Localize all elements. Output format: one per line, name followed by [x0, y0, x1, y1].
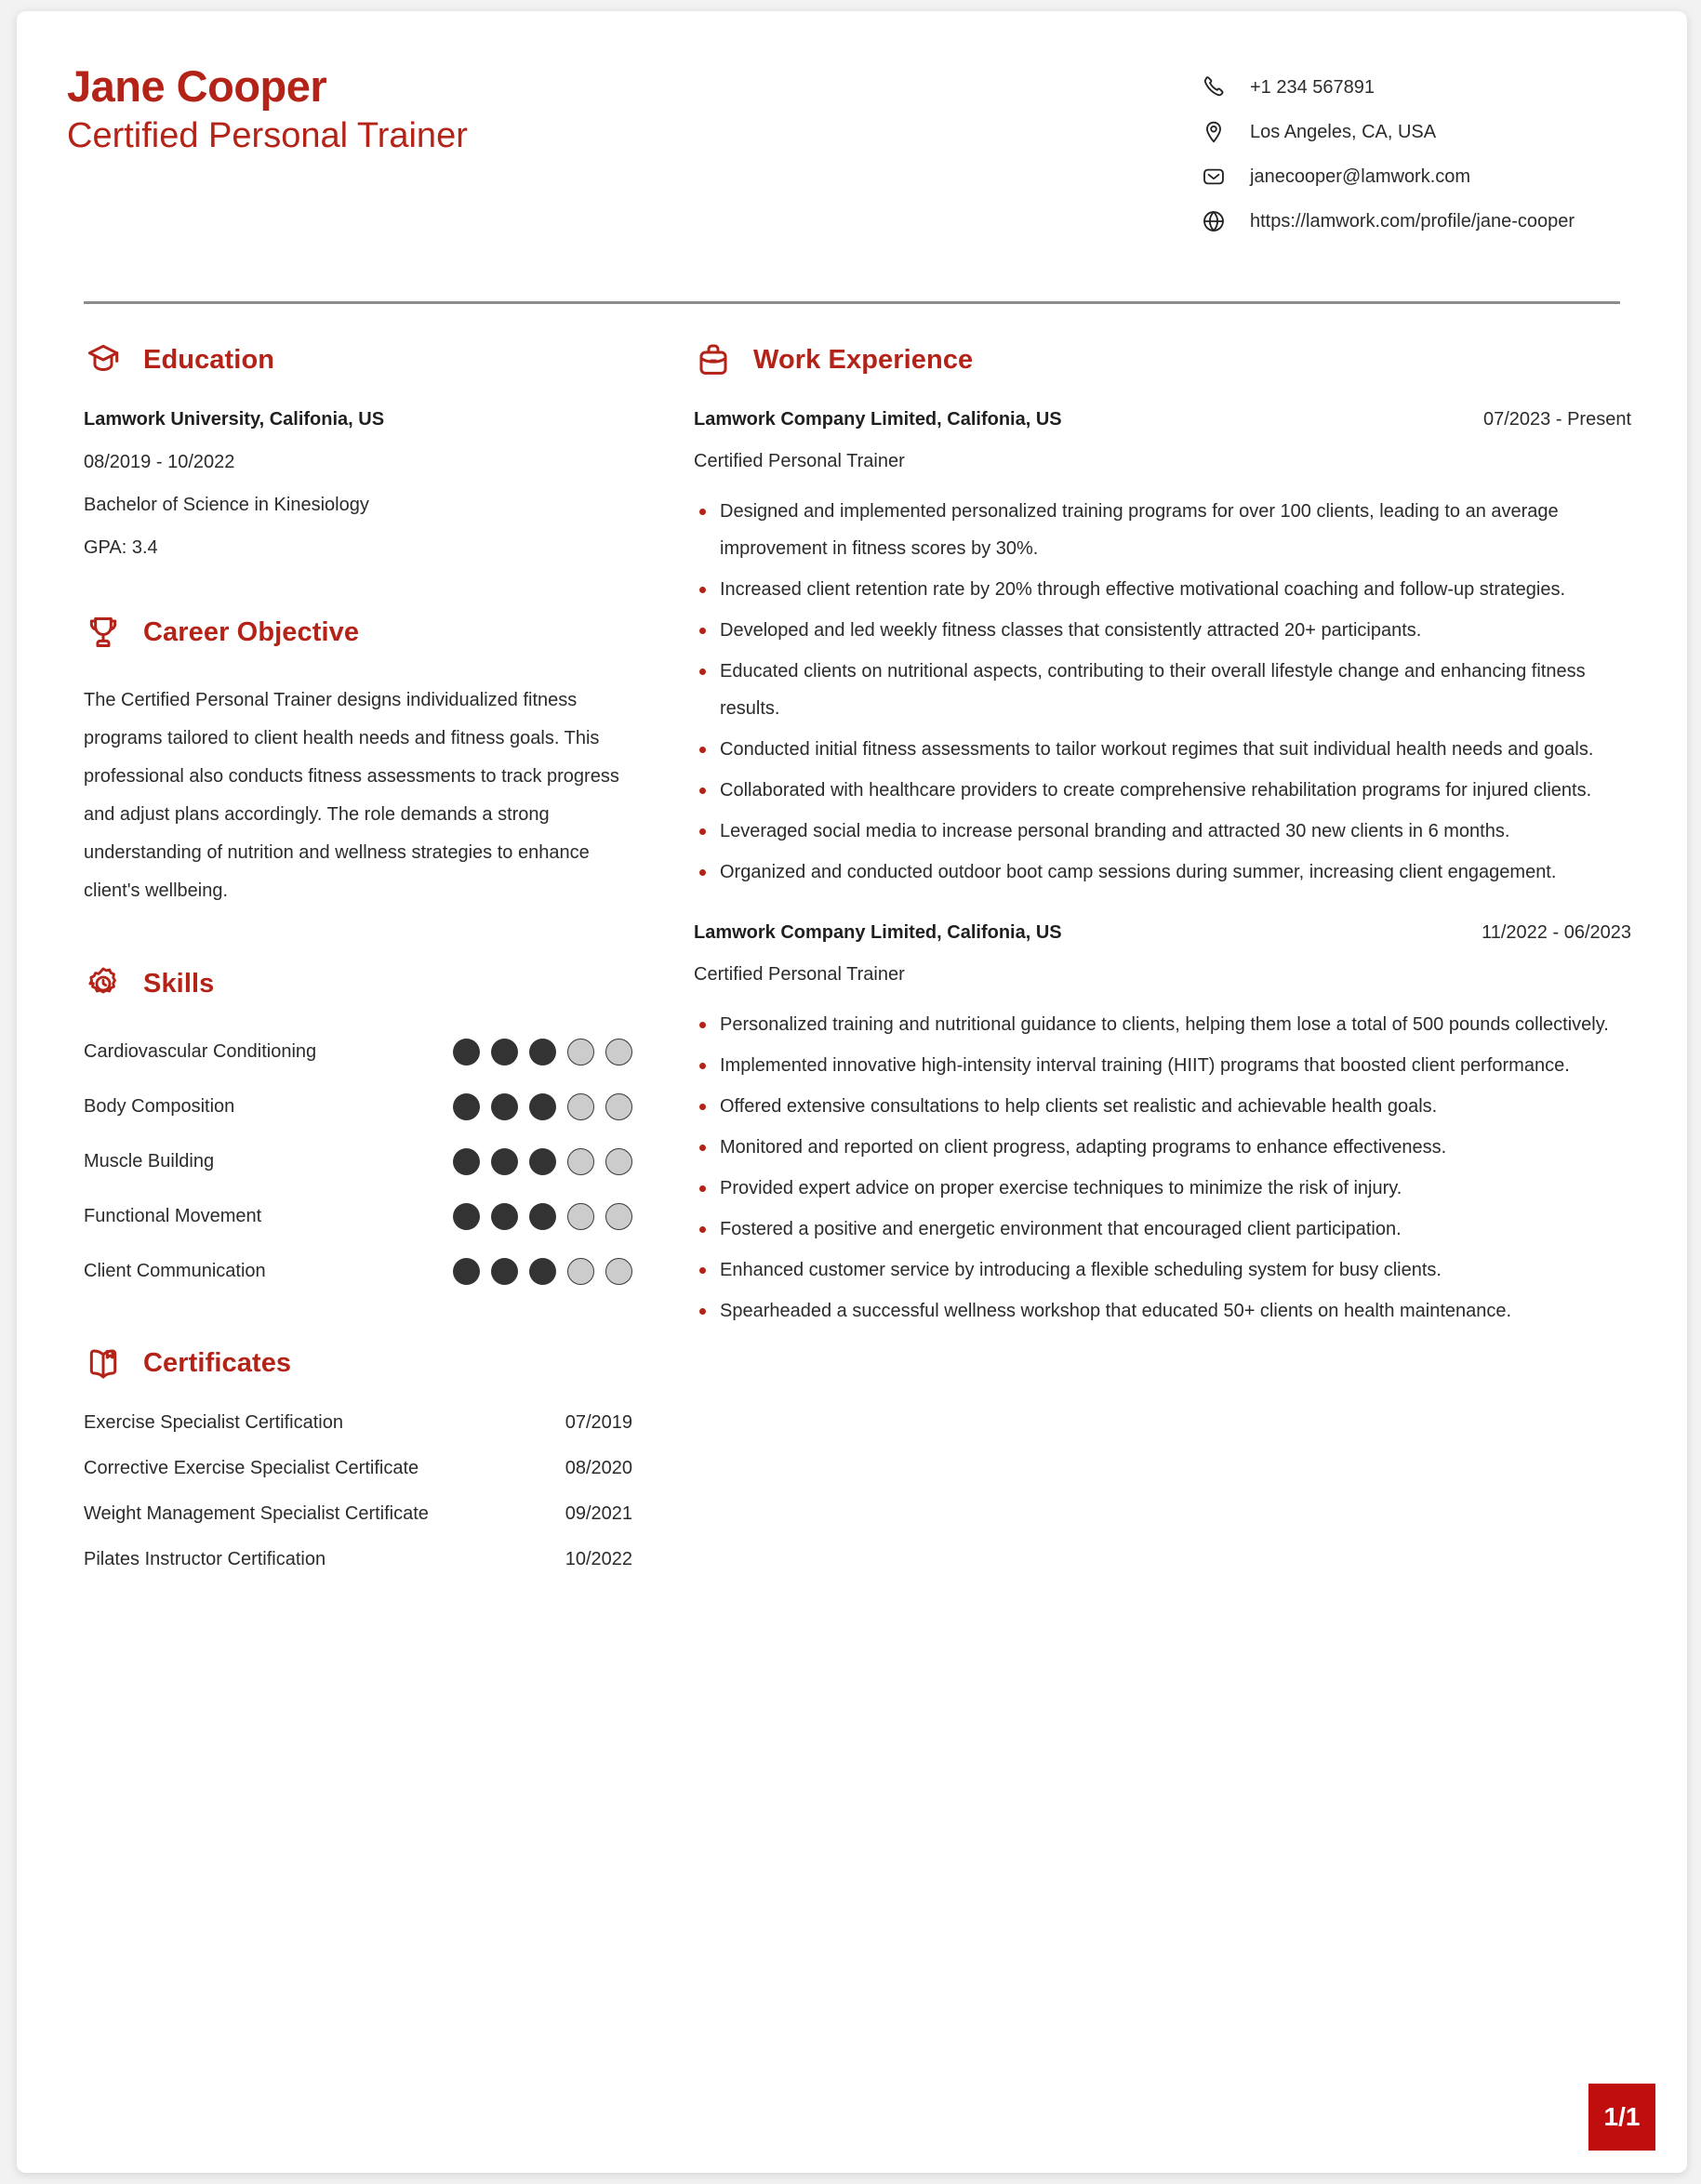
skill-rating [432, 1258, 632, 1285]
rating-dot-filled [453, 1093, 480, 1120]
rating-dot-filled [453, 1203, 480, 1230]
work-experience-header [694, 338, 1631, 381]
rating-dot-filled [491, 1039, 518, 1066]
rating-dot-filled [491, 1203, 518, 1230]
globe-icon [1200, 207, 1228, 235]
certificate-row [84, 1503, 632, 1525]
certificate-name: Exercise Specialist Certification [84, 1412, 343, 1433]
briefcase-icon [694, 340, 733, 379]
rating-dot-empty [567, 1039, 594, 1066]
contact-location-text: Los Angeles, CA, USA [1250, 121, 1437, 142]
right-column [694, 338, 1631, 1333]
job-bullet: Implemented innovative high-intensity interval training (HIIT) programs that boosted client performance. [694, 1047, 1631, 1084]
job-role: Certified Personal Trainer [694, 451, 905, 471]
skill-name: Body Composition [84, 1095, 235, 1117]
certificate-row [84, 1549, 632, 1570]
job-bullet: Leveraged social media to increase personal branding and attracted 30 new clients in 6 months. [694, 813, 1631, 850]
identity-block [67, 63, 468, 157]
education-degree: Bachelor of Science in Kinesiology [84, 495, 369, 515]
job-bullet: Organized and conducted outdoor boot camp sessions during summer, increasing client engagement. [694, 854, 1631, 891]
certificate-row [84, 1412, 632, 1434]
rating-dot-empty [567, 1148, 594, 1175]
job-bullet: Conducted initial fitness assessments to tailor workout regimes that suit individual health needs and goals. [694, 731, 1631, 768]
resume-header [17, 11, 1687, 290]
education-header [84, 338, 632, 381]
certificate-name: Weight Management Specialist Certificate [84, 1503, 429, 1524]
job-bullet: Developed and led weekly fitness classes that consistently attracted 20+ participants. [694, 612, 1631, 649]
job-dates: 11/2022 - 06/2023 [1482, 922, 1631, 943]
certificates-title: Certificates [143, 1347, 292, 1378]
skill-row [84, 1198, 632, 1235]
header-job-title: Certified Personal Trainer [67, 115, 468, 155]
job-entry [694, 409, 1631, 891]
rating-dot-empty [605, 1258, 632, 1285]
certificate-date: 08/2020 [565, 1458, 632, 1478]
left-column [84, 338, 632, 1622]
contact-phone-text: +1 234 567891 [1250, 76, 1375, 98]
skill-row [84, 1033, 632, 1070]
certificate-name: Corrective Exercise Specialist Certificate [84, 1458, 419, 1478]
certificate-date: 10/2022 [565, 1549, 632, 1569]
job-bullet-list [694, 493, 1631, 891]
job-bullet: Increased client retention rate by 20% through effective motivational coaching and follow-up strategies. [694, 571, 1631, 608]
skills-header [84, 962, 632, 1005]
header-divider [84, 301, 1620, 304]
page-indicator-badge: 1/1 [1588, 2084, 1655, 2151]
rating-dot-filled [491, 1148, 518, 1175]
skills-list [84, 1033, 632, 1290]
location-pin-icon [1200, 118, 1228, 146]
resume-page [17, 11, 1687, 2173]
phone-icon [1200, 73, 1228, 101]
job-bullet: Offered extensive consultations to help clients set realistic and achievable health goals. [694, 1088, 1631, 1125]
certificate-date: 09/2021 [565, 1503, 632, 1524]
rating-dot-filled [529, 1258, 556, 1285]
trophy-icon [84, 613, 123, 652]
skill-rating [432, 1093, 632, 1120]
section-career-objective [84, 611, 632, 910]
rating-dot-filled [529, 1039, 556, 1066]
rating-dot-filled [491, 1093, 518, 1120]
job-company: Lamwork Company Limited, Califonia, US [694, 409, 1062, 430]
contact-phone[interactable] [1200, 74, 1575, 100]
rating-dot-empty [567, 1093, 594, 1120]
certificates-header [84, 1342, 632, 1384]
rating-dot-filled [529, 1148, 556, 1175]
work-experience-title: Work Experience [753, 344, 974, 375]
skills-title: Skills [143, 968, 215, 999]
rating-dot-filled [529, 1093, 556, 1120]
jobs-list [694, 409, 1631, 1330]
career-objective-header [84, 611, 632, 654]
skill-rating [432, 1039, 632, 1066]
page-title: Jane Cooper [67, 61, 327, 111]
rating-dot-empty [605, 1039, 632, 1066]
skill-rating [432, 1203, 632, 1230]
job-bullet: Fostered a positive and energetic environment that encouraged client participation. [694, 1211, 1631, 1248]
job-company: Lamwork Company Limited, Califonia, US [694, 922, 1062, 943]
skill-row [84, 1252, 632, 1290]
rating-dot-empty [567, 1258, 594, 1285]
rating-dot-empty [605, 1148, 632, 1175]
job-entry [694, 922, 1631, 1330]
skill-name: Client Communication [84, 1260, 266, 1281]
envelope-icon [1200, 163, 1228, 191]
certificate-date: 07/2019 [565, 1412, 632, 1433]
job-bullet: Monitored and reported on client progress, adapting programs to enhance effectiveness. [694, 1129, 1631, 1166]
contact-list [1200, 74, 1575, 234]
education-gpa: GPA: 3.4 [84, 537, 158, 558]
section-certificates [84, 1342, 632, 1570]
skill-rating [432, 1148, 632, 1175]
certificates-list [84, 1412, 632, 1570]
rating-dot-filled [491, 1258, 518, 1285]
career-objective-text: The Certified Personal Trainer designs individualized fitness programs tailored to client health needs and fitness goals. This professional also conducts fitness assessments to track progress and adjust plans accordingly. The role demands a strong understanding of nutrition and wellness strategies to enhance client's wellbeing. [84, 690, 619, 901]
skill-row [84, 1143, 632, 1180]
rating-dot-empty [567, 1203, 594, 1230]
rating-dot-filled [453, 1148, 480, 1175]
skill-name: Functional Movement [84, 1205, 262, 1226]
section-skills [84, 962, 632, 1290]
job-bullet: Educated clients on nutritional aspects, contributing to their overall lifestyle change and enhancing fitness results. [694, 653, 1631, 727]
section-education [84, 338, 632, 559]
job-bullet: Designed and implemented personalized training programs for over 100 clients, leading to an average improvement in fitness scores by 30%. [694, 493, 1631, 567]
skill-name: Muscle Building [84, 1150, 215, 1171]
job-dates: 07/2023 - Present [1483, 409, 1631, 430]
rating-dot-filled [453, 1258, 480, 1285]
skill-name: Cardiovascular Conditioning [84, 1040, 317, 1062]
contact-website-text: https://lamwork.com/profile/jane-cooper [1250, 210, 1575, 232]
job-bullet: Enhanced customer service by introducing a flexible scheduling system for busy clients. [694, 1251, 1631, 1289]
job-bullet: Provided expert advice on proper exercise techniques to minimize the risk of injury. [694, 1170, 1631, 1207]
contact-location[interactable] [1200, 119, 1575, 145]
rating-dot-filled [529, 1203, 556, 1230]
rating-dot-filled [453, 1039, 480, 1066]
gear-clock-icon [84, 964, 123, 1003]
job-header [694, 922, 1631, 944]
job-role: Certified Personal Trainer [694, 964, 905, 985]
rating-dot-empty [605, 1093, 632, 1120]
contact-email[interactable] [1200, 164, 1575, 190]
contact-email-text: janecooper@lamwork.com [1250, 165, 1471, 187]
job-bullet: Spearheaded a successful wellness workshop that educated 50+ clients on health maintenance. [694, 1292, 1631, 1330]
education-title: Education [143, 344, 275, 375]
certificate-row [84, 1458, 632, 1479]
skill-row [84, 1088, 632, 1125]
education-school: Lamwork University, Califonia, US [84, 409, 385, 430]
job-bullet: Collaborated with healthcare providers to create comprehensive rehabilitation programs for injured clients. [694, 772, 1631, 809]
certificate-name: Pilates Instructor Certification [84, 1549, 326, 1569]
open-book-icon [84, 1343, 123, 1383]
education-dates: 08/2019 - 10/2022 [84, 452, 235, 472]
graduation-cap-icon [84, 340, 123, 379]
job-bullet-list [694, 1006, 1631, 1330]
contact-website[interactable] [1200, 208, 1575, 234]
career-objective-title: Career Objective [143, 616, 360, 647]
job-bullet: Personalized training and nutritional guidance to clients, helping them lose a total of 500 pounds collectively. [694, 1006, 1631, 1043]
rating-dot-empty [605, 1203, 632, 1230]
job-header [694, 409, 1631, 430]
